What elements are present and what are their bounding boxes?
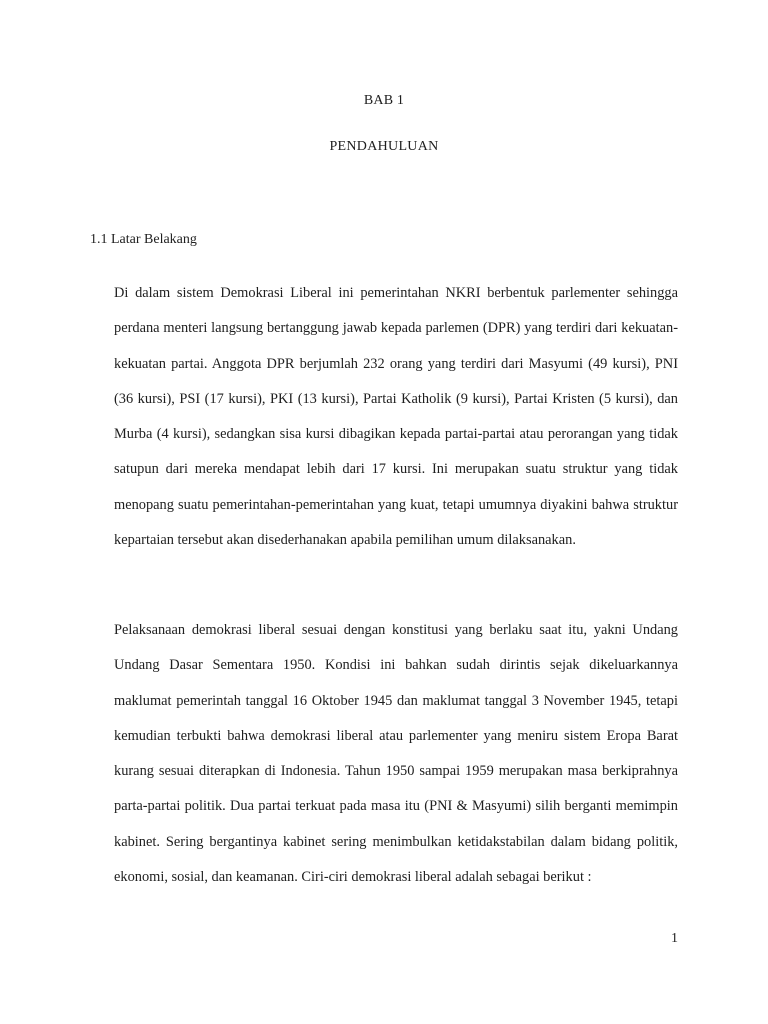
- body-paragraph: Pelaksanaan demokrasi liberal sesuai dengan konstitusi yang berlaku saat itu, yakni Undang Undang Dasar Sementara 1950. Kondisi ini bahkan sudah dirintis sejak dikeluarkannya maklumat pemerintah tanggal 16 Oktober 1945 dan maklumat tanggal 3 November 1945, tetapi kemudian terbukti bahwa demokrasi liberal atau parlementer yang meniru sistem Eropa Barat kurang sesuai diterapkan di Indonesia. Tahun 1950 sampai 1959 merupakan masa berkiprahnya parta-partai politik. Dua partai terkuat pada masa itu (PNI & Masyumi) silih berganti memimpin kabinet. Sering bergantinya kabinet sering menimbulkan ketidakstabilan dalam bidang politik, ekonomi, sosial, dan keamanan. Ciri-ciri demokrasi liberal adalah sebagai berikut :: [114, 622, 678, 886]
- section-heading: 1.1 Latar Belakang: [90, 232, 197, 247]
- chapter-title: PENDAHULUAN: [329, 139, 439, 154]
- body-paragraph: Di dalam sistem Demokrasi Liberal ini pemerintahan NKRI berbentuk parlementer sehingga perdana menteri langsung bertanggung jawab kepada parlemen (DPR) yang terdiri dari kekuatan-kekuatan partai. Anggota DPR berjumlah 232 orang yang terdiri dari Masyumi (49 kursi), PNI (36 kursi), PSI (17 kursi), PKI (13 kursi), Partai Katholik (9 kursi), Partai Kristen (5 kursi), dan Murba (4 kursi), sedangkan sisa kursi dibagikan kepada partai-partai atau perorangan yang tidak satupun dari mereka mendapat lebih dari 17 kursi. Ini merupakan suatu struktur yang tidak menopang suatu pemerintahan-pemerintahan yang kuat, tetapi umumnya diyakini bahwa struktur kepartaian tersebut akan disederhanakan apabila pemilihan umum dilaksanakan.: [114, 285, 678, 549]
- chapter-number: BAB 1: [363, 93, 405, 108]
- page-number: 1: [671, 931, 678, 946]
